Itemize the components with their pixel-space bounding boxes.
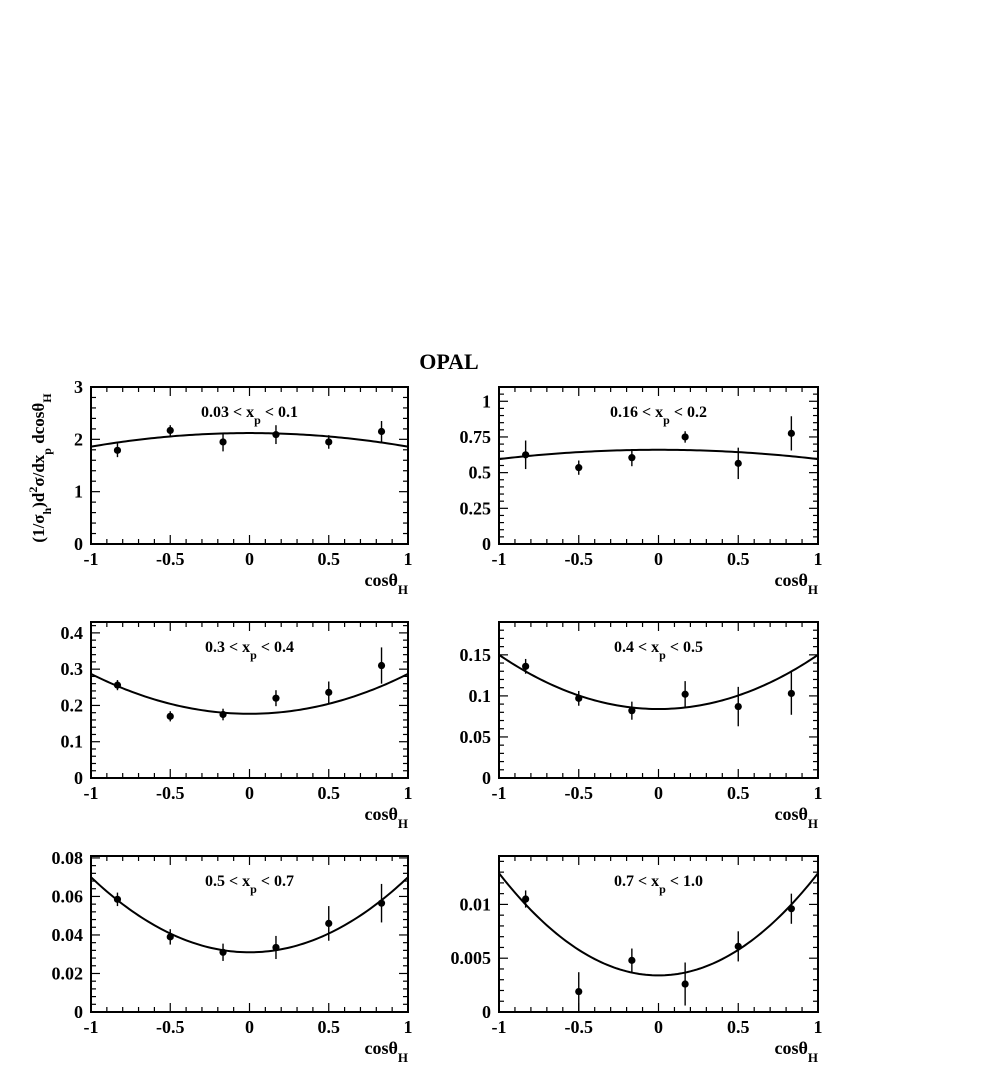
y-tick-label: 0.05 [459, 726, 491, 747]
y-tick-label: 2 [74, 429, 83, 450]
x-tick-label: 0.5 [317, 549, 340, 569]
x-tick-label: 0 [654, 549, 663, 569]
data-point [682, 433, 689, 440]
data-point [378, 900, 385, 907]
data-point [167, 933, 174, 940]
data-point [219, 711, 226, 718]
data-point [788, 690, 795, 697]
data-point [682, 691, 689, 698]
y-tick-label: 0.25 [459, 498, 491, 519]
data-point [325, 689, 332, 696]
data-point [788, 430, 795, 437]
x-tick-label: 0.5 [317, 1017, 340, 1037]
data-point [628, 707, 635, 714]
x-tick-label: -1 [491, 1017, 507, 1037]
panel-label: $0.03 < x_p < 0.1$ [201, 404, 298, 427]
y-tick-label: 0 [482, 1002, 491, 1022]
y-tick-label: 0 [482, 768, 491, 788]
y-tick-label: 0.02 [51, 963, 83, 984]
fit-curve [91, 674, 408, 714]
panel-label: $0.3 < x_p < 0.4$ [205, 639, 294, 662]
y-tick-label: 0.01 [459, 894, 491, 915]
y-tick-label: 0.08 [51, 847, 83, 868]
data-point [522, 895, 529, 902]
x-tick-label: -1 [491, 549, 507, 569]
data-point [682, 980, 689, 987]
data-point [219, 438, 226, 445]
panel-label: $0.4 < x_p < 0.5$ [614, 639, 703, 662]
data-point [378, 662, 385, 669]
x-tick-label: -1 [83, 1017, 99, 1037]
x-axis-label: cosθ$_H$ [364, 1038, 408, 1065]
y-tick-label: 0.75 [459, 426, 491, 447]
y-tick-label: 0.1 [468, 685, 491, 706]
data-point [788, 905, 795, 912]
data-point [167, 713, 174, 720]
x-tick-label: 0.5 [727, 549, 750, 569]
x-tick-label: -1 [491, 783, 507, 803]
data-point [735, 703, 742, 710]
panel-1 [74, 377, 413, 597]
x-tick-label: -0.5 [564, 549, 593, 569]
data-point [575, 988, 582, 995]
x-tick-label: 0 [245, 1017, 254, 1037]
x-tick-label: 0.5 [317, 783, 340, 803]
data-point [114, 896, 121, 903]
fit-curve [499, 655, 818, 709]
y-tick-label: 0 [482, 534, 491, 554]
y-tick-label: 0.04 [51, 924, 83, 945]
x-axis-label: cosθ$_H$ [774, 570, 818, 597]
x-axis-label: cosθ$_H$ [364, 570, 408, 597]
fit-curve [91, 433, 408, 447]
data-point [522, 451, 529, 458]
data-point [378, 428, 385, 435]
y-tick-label: 0 [74, 1002, 83, 1022]
fit-curve [499, 450, 818, 459]
x-tick-label: 1 [403, 783, 413, 803]
data-point [575, 464, 582, 471]
x-axis-label: cosθ$_H$ [364, 804, 408, 831]
x-axis-label: cosθ$_H$ [774, 1038, 818, 1065]
data-point [114, 682, 121, 689]
y-tick-label: 0.2 [60, 695, 83, 716]
y-tick-label: 0.1 [60, 731, 83, 752]
x-tick-label: -0.5 [564, 1017, 593, 1037]
panel-label: $0.16 < x_p < 0.2$ [610, 404, 707, 427]
y-tick-label: 0 [74, 768, 83, 788]
x-tick-label: 0 [245, 549, 254, 569]
y-axis-label: $(1/\sigma_h)d^2\sigma/dx_p$ dcosθ$_H$ [26, 393, 54, 543]
x-tick-label: -0.5 [564, 783, 593, 803]
y-tick-label: 0 [74, 534, 83, 554]
y-tick-label: 0.15 [459, 644, 491, 665]
panel-4 [460, 622, 823, 831]
data-point [272, 431, 279, 438]
panel-5 [52, 848, 413, 1065]
x-tick-label: -0.5 [156, 783, 185, 803]
data-point [735, 943, 742, 950]
x-tick-label: -1 [83, 549, 99, 569]
y-tick-label: 1 [482, 391, 491, 412]
panel-2 [460, 387, 823, 597]
x-tick-label: 1 [813, 1017, 823, 1037]
x-tick-label: 1 [813, 549, 823, 569]
data-point [325, 920, 332, 927]
y-tick-label: 0.06 [51, 886, 83, 907]
panel-6 [451, 856, 823, 1065]
data-point [575, 695, 582, 702]
data-point [167, 427, 174, 434]
data-point [219, 949, 226, 956]
data-point [325, 438, 332, 445]
y-tick-label: 1 [74, 481, 83, 502]
x-axis-label: cosθ$_H$ [774, 804, 818, 831]
panel-label: $0.7 < x_p < 1.0$ [614, 873, 703, 896]
x-tick-label: 1 [403, 549, 413, 569]
panel-3 [61, 622, 413, 831]
x-tick-label: -0.5 [156, 549, 185, 569]
x-tick-label: 0.5 [727, 1017, 750, 1037]
y-tick-label: 0.4 [60, 622, 83, 643]
x-tick-label: 1 [403, 1017, 413, 1037]
figure-title: OPAL [419, 349, 479, 374]
data-point [522, 663, 529, 670]
data-point [735, 460, 742, 467]
y-tick-label: 0.3 [60, 659, 83, 680]
data-point [628, 957, 635, 964]
data-point [272, 944, 279, 951]
data-point [272, 695, 279, 702]
x-tick-label: 0 [654, 783, 663, 803]
x-tick-label: 0 [245, 783, 254, 803]
data-point [114, 447, 121, 454]
x-tick-label: 0 [654, 1017, 663, 1037]
y-tick-label: 0.5 [468, 462, 491, 483]
x-tick-label: 0.5 [727, 783, 750, 803]
y-tick-label: 3 [74, 377, 83, 397]
x-tick-label: -1 [83, 783, 99, 803]
panel-label: $0.5 < x_p < 0.7$ [205, 873, 294, 896]
x-tick-label: -0.5 [156, 1017, 185, 1037]
y-tick-label: 0.005 [450, 948, 491, 969]
data-point [628, 454, 635, 461]
x-tick-label: 1 [813, 783, 823, 803]
